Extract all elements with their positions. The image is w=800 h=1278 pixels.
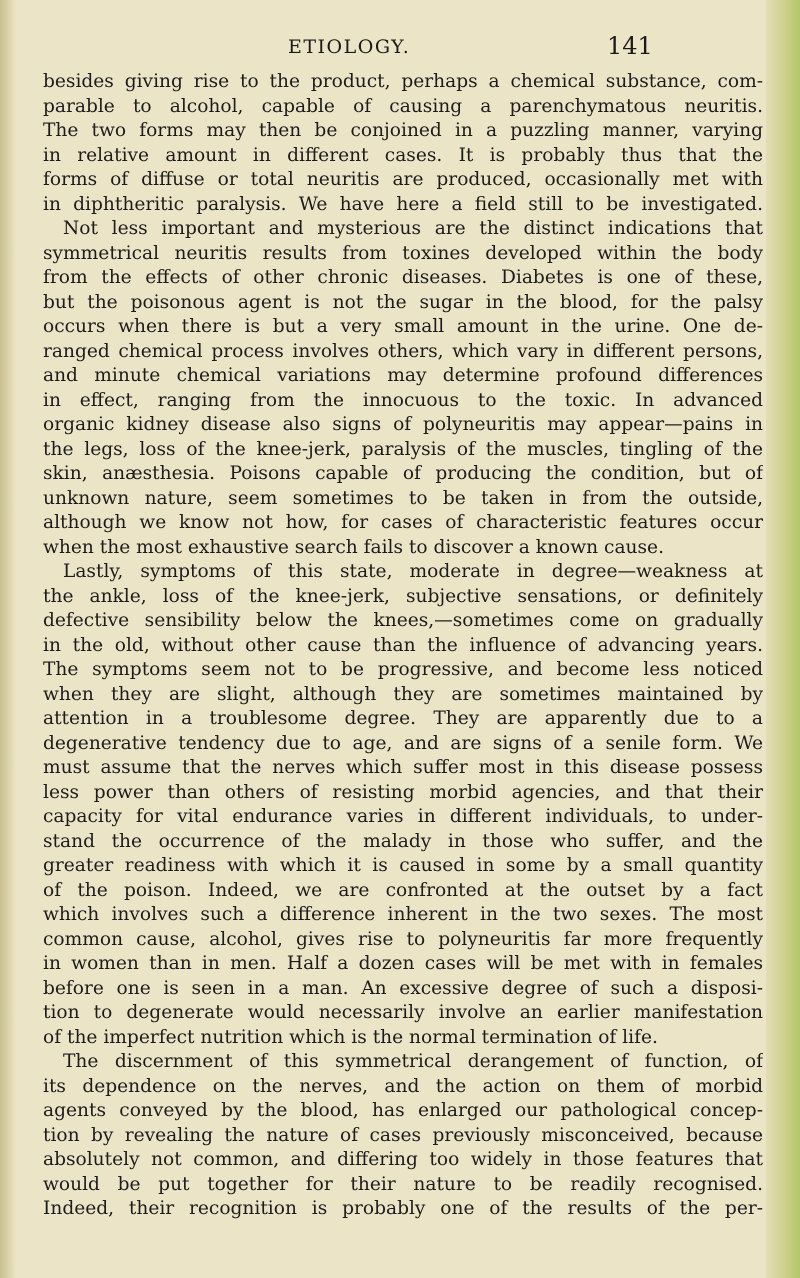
- text-line: The discernment of this symmetrical derangement of function, of: [63, 1051, 763, 1072]
- text-line: tion to degenerate would necessarily involve an earlier manifestation: [43, 1002, 763, 1023]
- text-line: in effect, ranging from the innocuous to the toxic. In advanced: [43, 389, 763, 411]
- text-line: forms of diffuse or total neuritis are produced, occasionally met with: [43, 169, 763, 190]
- text-line: the legs, loss of the knee-jerk, paralysis of the muscles, tingling of the: [43, 438, 763, 460]
- text-line: stand the occurrence of the malady in those who suffer, and the: [43, 830, 763, 852]
- running-head: ETIOLOGY.: [288, 36, 411, 58]
- text-line: would be put together for their nature to be readily recognised.: [43, 1173, 763, 1195]
- text-line: agents conveyed by the blood, has enlarged our pathological concep-: [43, 1100, 763, 1121]
- text-line: capacity for vital endurance varies in different individuals, to under-: [43, 806, 763, 827]
- text-line: of the imperfect nutrition which is the normal termination of life.: [43, 1026, 658, 1048]
- text-line: besides giving rise to the product, perhaps a chemical substance, com-: [43, 71, 763, 92]
- text-line: in women than in men. Half a dozen cases will be met with in females: [43, 953, 763, 974]
- text-line: when they are slight, although they are sometimes maintained by: [43, 683, 763, 705]
- text-line: in diphtheritic paralysis. We have here a field still to be investigated.: [43, 193, 763, 215]
- text-line: which involves such a difference inherent in the two sexes. The most: [43, 904, 763, 925]
- text-line: in relative amount in different cases. It is probably thus that the: [43, 144, 763, 166]
- text-line: unknown nature, seem sometimes to be taken in from the outside,: [43, 487, 763, 509]
- text-line: Lastly, symptoms of this state, moderate in degree—weakness at: [63, 561, 763, 582]
- page-outer-edge: [766, 0, 800, 1278]
- text-line: The two forms may then be conjoined in a puzzling manner, varying: [43, 120, 763, 141]
- text-line: but the poisonous agent is not the sugar in the blood, for the palsy: [43, 291, 763, 313]
- page-header: [0, 32, 800, 62]
- text-line: less power than others of resisting morbid agencies, and that their: [43, 781, 763, 803]
- text-line: when the most exhaustive search fails to discover a known cause.: [43, 536, 664, 558]
- text-line: defective sensibility below the knees,—sometimes come on gradually: [43, 610, 763, 631]
- text-line: parable to alcohol, capable of causing a parenchymatous neuritis.: [43, 95, 763, 117]
- text-line: Indeed, their recognition is probably one of the results of the per-: [43, 1198, 763, 1219]
- text-line: Not less important and mysterious are the distinct indications that: [63, 218, 763, 239]
- text-line: in the old, without other cause than the influence of advancing years.: [43, 634, 763, 656]
- text-line: greater readiness with which it is caused in some by a small quantity: [43, 855, 763, 876]
- text-line: must assume that the nerves which suffer most in this disease possess: [43, 757, 763, 778]
- text-line: its dependence on the nerves, and the action on them of morbid: [43, 1075, 763, 1097]
- text-line: common cause, alcohol, gives rise to polyneuritis far more frequently: [43, 928, 763, 950]
- page-gutter-edge: [0, 0, 16, 1278]
- text-line: degenerative tendency due to age, and are signs of a senile form. We: [43, 732, 763, 754]
- text-line: organic kidney disease also signs of polyneuritis may appear—pains in: [43, 414, 763, 435]
- text-line: ranged chemical process involves others, which vary in different persons,: [43, 340, 763, 362]
- text-line: from the effects of other chronic diseases. Diabetes is one of these,: [43, 267, 763, 288]
- body-text: [43, 70, 763, 1222]
- text-line: before one is seen in a man. An excessive degree of such a disposi-: [43, 977, 763, 999]
- text-line: tion by revealing the nature of cases previously misconceived, because: [43, 1124, 763, 1146]
- text-line: absolutely not common, and differing too widely in those features that: [43, 1149, 763, 1170]
- text-line: and minute chemical variations may determine profound differences: [43, 365, 763, 386]
- text-line: of the poison. Indeed, we are confronted at the outset by a fact: [43, 879, 763, 901]
- text-line: occurs when there is but a very small amount in the urine. One de-: [43, 316, 763, 337]
- page-number: 141: [607, 32, 653, 60]
- text-line: the ankle, loss of the knee-jerk, subjective sensations, or definitely: [43, 585, 763, 607]
- text-line: attention in a troublesome degree. They are apparently due to a: [43, 708, 763, 729]
- text-line: The symptoms seem not to be progressive, and become less noticed: [43, 659, 763, 680]
- text-line: although we know not how, for cases of characteristic features occur: [43, 512, 763, 533]
- text-line: symmetrical neuritis results from toxines developed within the body: [43, 242, 763, 264]
- text-line: skin, anæsthesia. Poisons capable of producing the condition, but of: [43, 463, 763, 484]
